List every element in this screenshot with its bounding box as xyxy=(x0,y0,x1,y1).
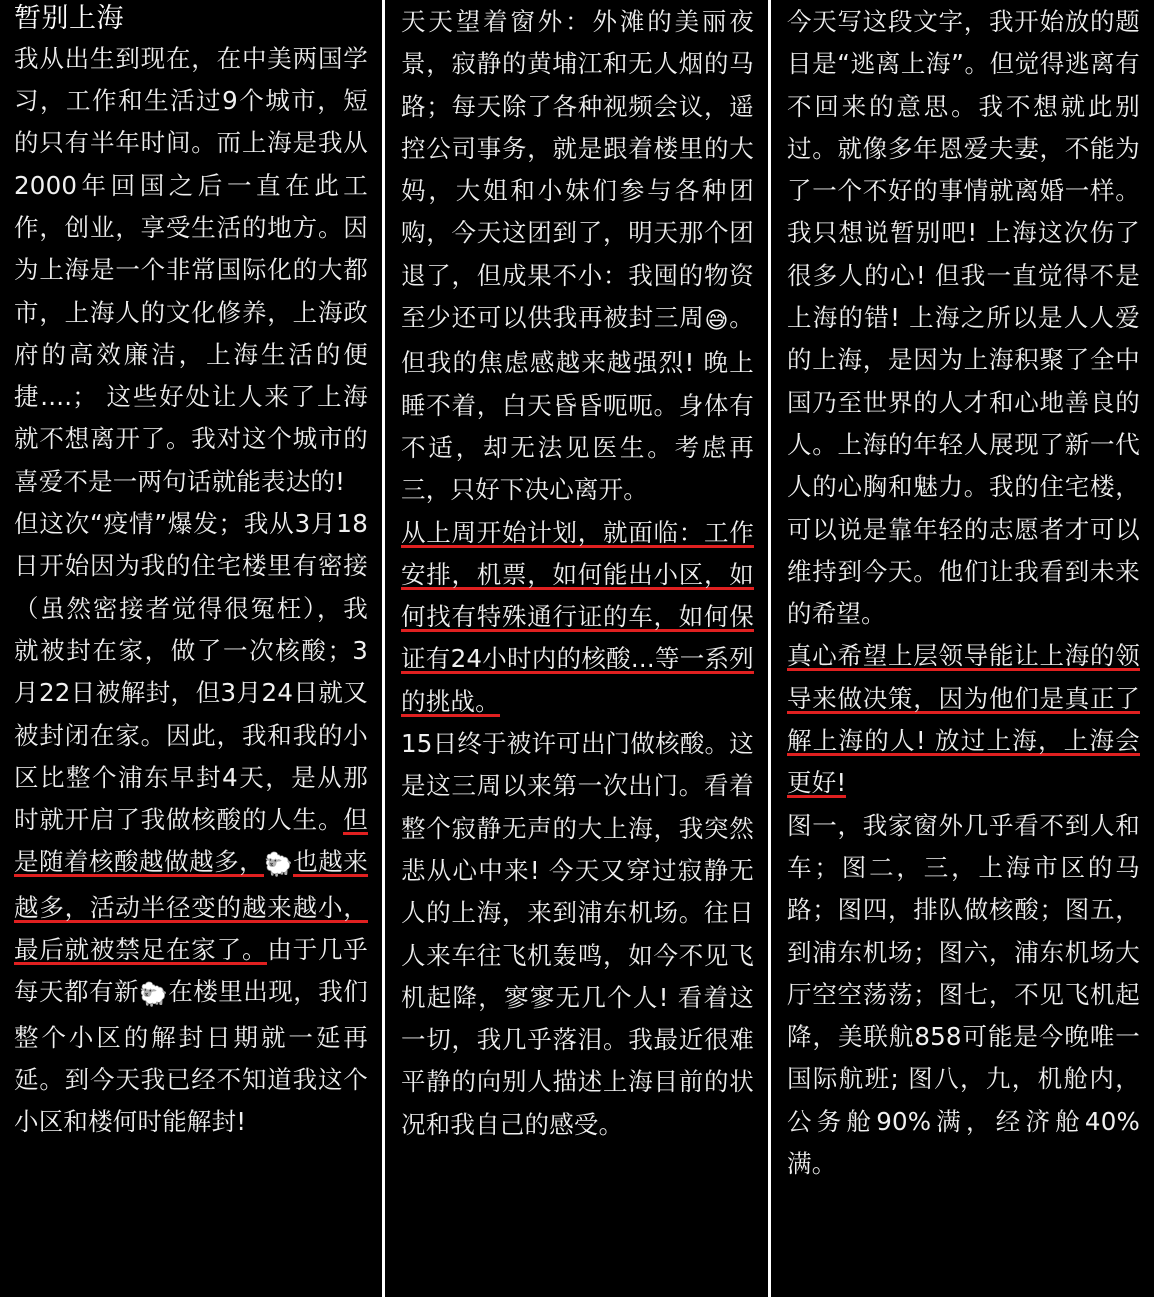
emoji-glyph: 🐑 xyxy=(139,982,169,1009)
text-run: 由于几乎每天都有新 xyxy=(14,934,369,1007)
text-column-3 xyxy=(771,0,1154,1297)
paragraph xyxy=(787,635,1140,804)
column-2-body xyxy=(401,1,754,1146)
emoji-glyph: 🐑 xyxy=(264,852,294,879)
column-3-body xyxy=(787,1,1140,1185)
paragraph xyxy=(401,512,754,723)
paragraph xyxy=(14,503,368,1143)
highlighted-text: 但是随着核酸越做越多， xyxy=(14,805,368,877)
highlighted-text: 也越来越多，活动半径变的越来越小，最后就被禁足在家了。 xyxy=(14,847,369,964)
text-column-1 xyxy=(0,0,382,1297)
text-run: 我从出生到现在，在中美两国学习，工作和生活过9个城市，短的只有半年时间。而上海是我从2000年回国之后一直在此工作，创业，享受生活的地方。因为上海是一个非常国际化的大都市，上海人的文化修养，上海政府的高效廉洁，上海生活的便捷....； 这些好处让人来了上海就不想离开了。我对这个城市的喜爱不是一两句话就能表达的! xyxy=(14,43,368,496)
paragraph xyxy=(787,1,1140,635)
page-title: 暂别上海 xyxy=(14,3,124,34)
text-run: 在楼里出现，我们整个小区的解封日期就一延再延。到今天我已经不知道我这个小区和楼何时能解封! xyxy=(14,977,368,1137)
text-run: 15日终于被许可出门做核酸。这是这三周以来第一次出门。看着整个寂静无声的大上海，我突然悲从心中来! 今天又穿过寂静无人的上海，来到浦东机场。往日人来车往飞机轰鸣，如今不见飞机起降，寥寥无几个人! 看着这一切，我几乎落泪。我最近很难平静的向别人描述上海目前的状况和我自己的感受。 xyxy=(401,729,754,1139)
column-1-body xyxy=(14,38,368,1144)
text-run: 今天写这段文字，我开始放的题目是“逃离上海”。但觉得逃离有不回来的意思。我不想就此别过。就像多年恩爱夫妻，不能为了一个不好的事情就离婚一样。我只想说暂别吧! 上海这次伤了很多人的心! 但我一直觉得不是上海的错! 上海之所以是人人爱的上海，是因为上海积聚了全中国乃至世界的人才和心地善良的人。上海的年轻人展现了新一代人的心胸和魅力。我的住宅楼，可以说是靠年轻的志愿者才可以维持到今天。他们让我看到未来的希望。 xyxy=(787,7,1140,629)
paragraph xyxy=(401,1,754,512)
highlighted-text: 真心希望上层领导能让上海的领导来做决策，因为他们是真正了解上海的人! 放过上海，上海会更好! xyxy=(787,641,1140,798)
text-column-2 xyxy=(385,0,768,1297)
text-run: 天天望着窗外：外滩的美丽夜景，寂静的黄埔江和无人烟的马路；每天除了各种视频会议，遥控公司事务，就是跟着楼里的大妈，大姐和小妹们参与各种团购，今天这团到了，明天那个团退了，但成果不小：我囤的物资至少还可以供我再被封三周 xyxy=(401,7,754,333)
paragraph xyxy=(401,723,754,1146)
text-run: 图一，我家窗外几乎看不到人和车；图二，三，上海市区的马路；图四，排队做核酸；图五，到浦东机场；图六，浦东机场大厅空空荡荡；图七，不见飞机起降，美联航858可能是今晚唯一国际航班; 图八，九，机舱内，公务舱90%满，经济舱40%满。 xyxy=(787,810,1140,1179)
paragraph xyxy=(787,805,1140,1186)
text-run: 但这次“疫情”爆发；我从3月18日开始因为我的住宅楼里有密接（虽然密接者觉得很冤枉），我就被封在家，做了一次核酸；3月22日被解封，但3月24日就又被封闭在家。因此，我和我的小区比整个浦东早封4天，是从那时就开启了我做核酸的人生。 xyxy=(14,509,368,835)
highlighted-text: 从上周开始计划，就面临：工作安排，机票，如何能出小区，如何找有特殊通行证的车，如何保证有24小时内的核酸...等一系列的挑战。 xyxy=(401,517,754,716)
text-run: 。但我的焦虑感越来越强烈! 晚上睡不着，白天昏昏呃呃。身体有不适，却无法见医生。考虑再三，只好下决心离开。 xyxy=(401,303,754,505)
paragraph xyxy=(14,38,368,503)
emoji-glyph: 😅 xyxy=(704,308,730,335)
